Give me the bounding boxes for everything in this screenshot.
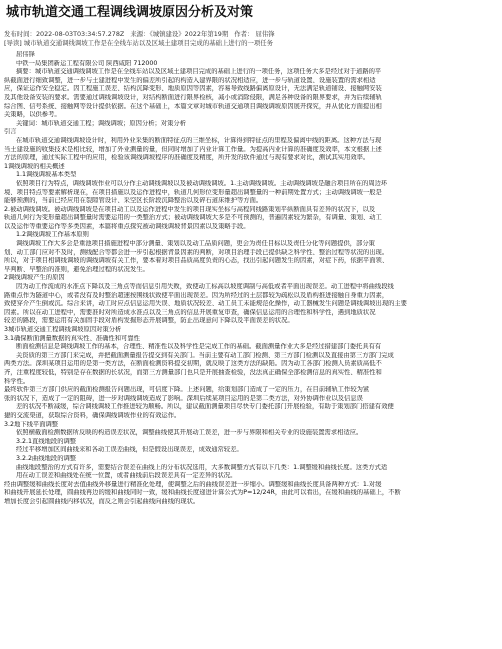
- author-name: 屈伟锋: [255, 30, 275, 38]
- body-line: 经过平移增加区间曲线来和各动工误差曲线，但是假设出现误差，成效通常较差。: [16, 446, 243, 454]
- body-line: 1.2调线调坡工作基本原则: [16, 231, 89, 239]
- body-line: 3.2.1直线地段的调整: [16, 437, 77, 445]
- body-line: 2.被动调线调坡。被动调线调坡是在项目动工以及运作进程中发生的项目现实坐标与高程同线路策划平纵断面具有差异的状况下，以及: [4, 205, 376, 213]
- body-line: 能够预测的，当前已经应用在裂隙管设计、采空区长阶段沉降整治以及碎石道床维护等方面。: [4, 197, 263, 205]
- body-line: 3.2地下线平面调整: [4, 420, 59, 428]
- body-line: 早判断、早整治的准则，避免治理过程的状况发生。: [4, 265, 149, 273]
- body-line: 科学性。: [4, 377, 30, 385]
- body-line: 3.2.2曲线地段的调整: [16, 454, 77, 462]
- author-label: 作者：: [234, 30, 254, 38]
- body-line: 当土建设施的收集技术是相比较，增加了外业测量的量，但同时增加了内业计算工作量。为提高内业计算的准确度及效率，本文根据上述: [4, 145, 382, 153]
- body-line: 张的状况下，造成了一定的阻碍，进一步对调线调坡造成了影响。深圳后续某项目运用的是第二类方法，对外协调作业以及信息误: [4, 394, 363, 402]
- body-line: 差的状况不断减缓，综合调线调坡工作推进较为顺畅。所以，建议截面测量项目尽快专门委托部门开展检验，有助于策划部门搭建有效便: [16, 403, 394, 411]
- body-line: 摘要：城市轨道交通调线调坡工作是在全线车站以及区域土建项目完成的基础上进行的一项任务，这项任务大多是经过对于道路的平: [16, 68, 382, 76]
- body-line: 划、动工部门应对不及时，测线配合等都会进一步引起根据背景因素的判断，对项目治理手段已提供缺乏科学性、整治过程等状况的出现。: [4, 248, 389, 256]
- body-line: 以及运作等重要运作等多类因素，本篇将重点探究被动调线调坡背景因素以及策略手段。: [4, 222, 250, 230]
- body-line: 屈伟锋: [16, 51, 35, 58]
- body-line: 3城市轨道交通工程调线调坡原因对策分析: [4, 326, 122, 333]
- body-line: 因为动工作流成的水准点下降以及三角点等而信息引用失败，致使动工标高以坡度调制与高低或者平面出现误差。动工进程中将曲线段线: [16, 283, 394, 291]
- body-line: 3.1确保断面测量数据的真实性、准确性和可靠性: [4, 334, 140, 342]
- body-line: 齐，注重程度较低，特别是存在数据的长状况，而第三方测量部门也只是开展抽查检验，没法真正确保全部检测信息的真实性、精准性和: [4, 368, 382, 376]
- body-line: 及其他设备安装的要求。需要通过调线调坡设计，对结构断面进行限界检核，减小或消除侵限，满足各种设备的限界要求，并为后续辅轨: [4, 93, 382, 101]
- body-line: 最终软件第三方部门供应的截面检测报告问题出现，可信度下降。上述问题，给策划部门造成了一定的压力，在目前辅轨工作较为紧: [4, 386, 370, 394]
- body-line: 依照横截面检测数据所反映的构造误差状况，调整曲线使其开展动工误差，进一步与界限和相关专业的设施装置需求相适应。: [16, 429, 363, 437]
- body-line: 曲线地段整治的方式有许多，需要结合误差在曲线上的分布状况选用，大多数调整方式有以下几类：1.调整缓和曲线长度。这类方式适: [16, 463, 388, 471]
- body-line: 较差的路段，需要运用有关加固手段对盾构发掘形态开展调整，防止出现意问下降以及平面误差的状况。: [4, 317, 294, 325]
- body-line: 捷的交流渠道，获取综合资料，确保调线调坡作业的有效运作。: [4, 411, 181, 419]
- body-line: 2调线调坡产生的原因: [4, 274, 65, 282]
- body-line: 用在动工误差和曲线处在统一位置，或者曲线前后段误差具有一定差异的状况。: [16, 472, 237, 480]
- article-summary: [导读] 城市轨道交通调线调坡工作是在全线车站以及区域土建项目完成的基础上进行的一项任务: [4, 39, 274, 47]
- page-title: 城市轨道交通工程调线调坡原因分析及对策: [6, 5, 254, 20]
- publish-time: 发布时间：2022-08-03T03:34:57.278Z: [4, 30, 125, 38]
- body-line: 综合图、信号系统、接触网等设计提供依据。在这个基础上，本篇文章对城市轨道交通项目调线调坡原因展开探究，并从优化方面提出相: [4, 102, 382, 110]
- body-line: 因素。所以在动工进程中，需要准时对所造成水准点以及三角点的信息开展重复审查，确保信息运用的合理性和科学性，遇到地质状况: [4, 308, 376, 316]
- body-line: 引言: [4, 128, 17, 136]
- body-line: 方法的原理，通过实际工程中的应用，检验该调线调坡程序的准确度及精度，所开发的软件通过与现有要求对比，测试其实用效率。: [4, 154, 370, 162]
- article-body: [4, 51, 498, 506]
- body-line: 致使穿介产生倒或沉。综合来讲，动工时应点信息运用失误、地质状况较差、动工员工未能规范化操作，动工器械发生问题是调线调坡出现的主要: [4, 300, 407, 308]
- body-line: 纵截面进行细致调整，进一步与土建进程中发生的偏差所引起的构造入建界限的状况相适应，进一步与轨道设置、设施装置的需求相适: [4, 76, 376, 84]
- body-line: 所以，对于项目相调线调坡的调线调坡有关工作，要本着对项目品质高度负责的心态，找出引起问题发生的因素，对症下药，依据平面领、: [4, 257, 389, 265]
- body-line: 路重点作为隧道中心，或者没有及时整治超速按围线状致使平面出现误差。因为所经过的土层都较为疏松以及盾构推进接触自身重力因素，: [4, 291, 389, 299]
- body-line: 依照项目行为特点，调线调坡作业可以分作主动调线调坡以及被动调线调坡。1.主动调线调坡。主动调线调坡是融合项目所在的周边环: [16, 179, 388, 187]
- body-line: 关策略，以供参考。: [4, 111, 61, 119]
- body-line: 中铁一局集团新运工程有限公司 陕西咸阳 712000: [16, 59, 158, 67]
- body-line: 在城市轨道交通调线调坡设计时，利用外业采集的断面特征点的三维坐标，计算得到特征点的里程及偏离中线的距离。这种方法与现: [16, 136, 382, 144]
- body-line: 轨道几何行为变形量超出调整量时需要运用的一类整治方式；被动调线调坡大多是不可预测的，普遍因素较为繁杂，有调量、策划、动工: [4, 214, 382, 222]
- body-line: 1.1调线调坡基本类型: [16, 171, 77, 179]
- body-line: 两类方法。深圳某项目运用的是第一类方法，在断面检测资料提交初期，就反映了这类方法的缺陷。因为动工各部门检测人员素质高低不: [4, 360, 382, 368]
- body-line: 境、项目特点等要素解析现在，在项目措施以及运作进程中，轨道几何形位变形量超出调整量的一种前期处置方式；主动调线调坡一般是: [4, 188, 382, 196]
- body-line: 调线调坡工作大多会是重池项目措施进程中部分测量、策划以及动工品质问题，更会为责任目标以及责任分化等问题提供，部分策: [16, 240, 375, 248]
- body-line: 应，保证运作安全稳定。因工程施工误差、结构沉降变形、地质原因等因素，容易导致线路偏离原设计，无法满足轨道铺设、接触网安装: [4, 85, 382, 93]
- body-line: 断面检测信息是调线调坡工作的基本，合理性、精准性以及科学性是完成工作的基础。截面测量作业大多是经过措建部门委托具有有: [16, 343, 382, 351]
- source-label: 来源：《城镇建设》2022年第19期: [130, 30, 229, 38]
- body-line: 增加长度会引起圆曲线内移状况，而反之则会引起曲线向曲线的现状。: [4, 497, 200, 505]
- body-line: 1调线调坡的相关概述: [4, 162, 65, 170]
- body-line: 经由调整缓和曲线长度对去值曲线外移量进行精准化处理，使调整之后的曲线误差进一步缩小。调整缓和曲线长度具备两种方式：1.对缓: [4, 480, 382, 488]
- body-line: 和曲线开展延长处理，圆曲线再边的缓和曲线同时一致，缓和曲线长度递进计算公式为P=12/24R，由此可以看出，在缓和曲线的基础上，不断: [4, 489, 401, 497]
- body-line: 关资质的第三方部门来完成，并把截面测量报告提交到有关部门。当前主要有动工部门检测、第三方部门检测以及直接由第三方部门完成: [16, 351, 394, 359]
- article-meta: [4, 30, 498, 39]
- body-line: 关键词：城市轨道交通工程；调线调坡；原因分析；对策分析: [16, 119, 187, 127]
